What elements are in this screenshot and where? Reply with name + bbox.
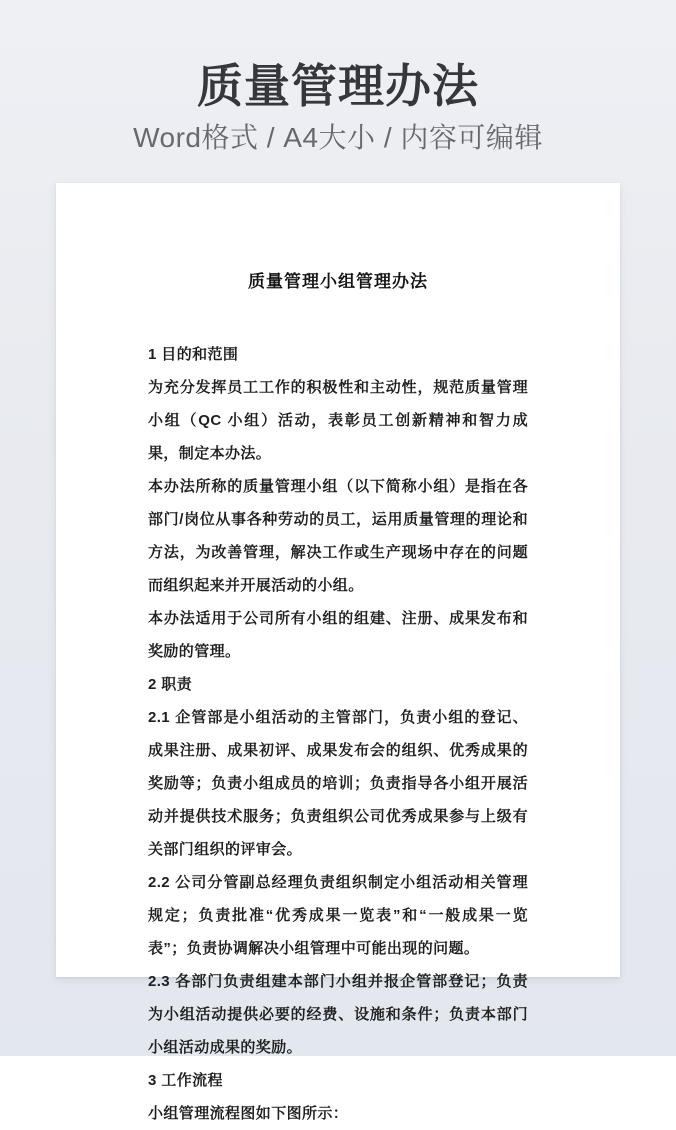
hero-header — [0, 0, 676, 156]
document-title: 质量管理小组管理办法 — [248, 272, 428, 291]
page-title: 质量管理办法 — [197, 60, 479, 112]
document-section-heading: 1 目的和范围 — [148, 346, 239, 363]
document-paragraph: 2.2 公司分管副总经理负责组织制定小组活动相关管理规定；负责批准“优秀成果一览表”和“一般成果一览表”；负责协调解决小组管理中可能出现的问题。 — [148, 874, 528, 957]
document-paragraph: 本办法所称的质量管理小组（以下简称小组）是指在各部门/岗位从事各种劳动的员工，运用质量管理的理论和方法，为改善管理，解决工作或生产现场中存在的问题而组织起来并开展活动的小组。 — [148, 478, 528, 594]
document-paragraph: 本办法适用于公司所有小组的组建、注册、成果发布和奖励的管理。 — [148, 610, 528, 660]
document-body — [148, 338, 528, 1130]
document-paragraph: 为充分发挥员工工作的积极性和主动性，规范质量管理小组（QC 小组）活动，表彰员工创新精神和智力成果，制定本办法。 — [148, 379, 528, 462]
page-subtitle: Word格式 / A4大小 / 内容可编辑 — [133, 122, 543, 153]
document-paragraph: 2.3 各部门负责组建本部门小组并报企管部登记；负责为小组活动提供必要的经费、设施和条件；负责本部门小组活动成果的奖励。 — [148, 973, 528, 1056]
document-page — [56, 183, 620, 1122]
document-section-heading: 3 工作流程 — [148, 1072, 223, 1089]
document-section-heading: 2 职责 — [148, 676, 193, 693]
document-paragraph: 2.1 企管部是小组活动的主管部门，负责小组的登记、成果注册、成果初评、成果发布会的组织、优秀成果的奖励等；负责小组成员的培训；负责指导各小组开展活动并提供技术服务；负责组织公司优秀成果参与上级有关部门组织的评审会。 — [148, 709, 528, 858]
document-paragraph: 小组管理流程图如下图所示： — [148, 1105, 349, 1122]
